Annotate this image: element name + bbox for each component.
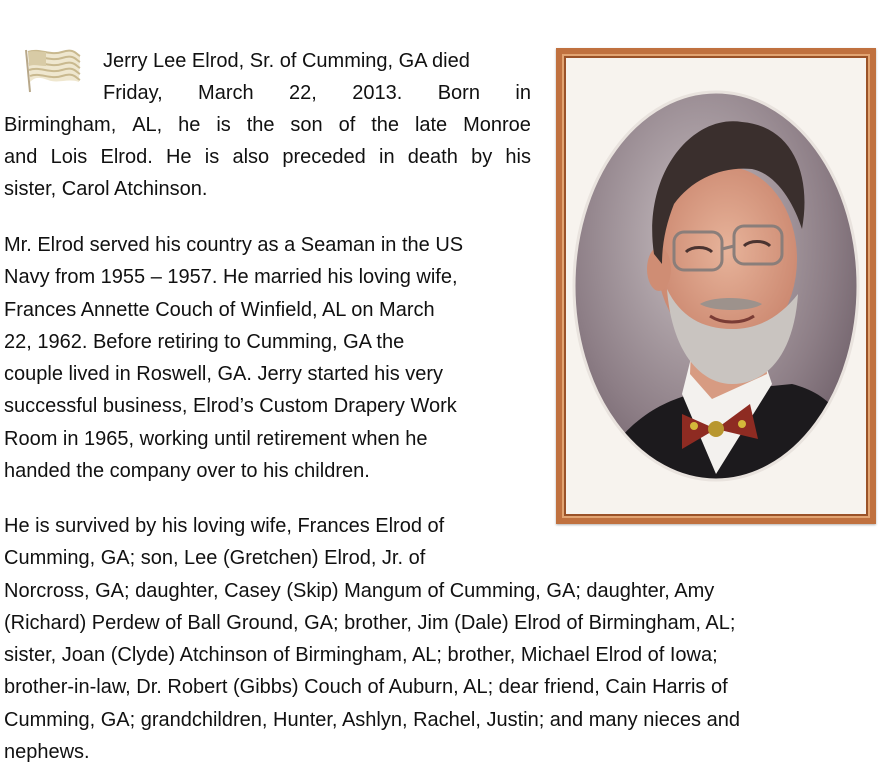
word: is [204,146,220,168]
paragraph-line: handed the company over to his children. [4,460,370,483]
word: He [165,146,192,168]
word: the [246,114,275,136]
intro-line-4 [4,141,531,173]
word: 2013. [352,82,403,104]
paragraph-line: successful business, Elrod’s Custom Drapery Work [4,395,457,418]
word: Born [437,82,480,104]
portrait-photo [562,54,870,518]
american-flag-icon [22,48,82,94]
word: death [407,146,458,168]
portrait-frame [556,48,876,524]
paragraph-line: sister, Joan (Clyde) Atchinson of Birmingham, AL; brother, Michael Elrod of Iowa; [4,644,718,667]
obituary-intro-continued [4,109,531,205]
word: Elrod. [100,146,153,168]
word: in [515,82,531,104]
word: Birmingham, [4,114,117,136]
intro-line-1: Jerry Lee Elrod, Sr. of Cumming, GA died [103,50,470,72]
word: the [371,114,400,136]
obituary-survivors-paragraph [4,510,884,768]
paragraph-line: Mr. Elrod served his country as a Seaman in the US [4,234,464,256]
paragraph-line: Room in 1965, working until retirement when he [4,427,428,450]
paragraph-line: Navy from 1955 – 1957. He married his loving wife, [4,266,458,289]
word: Friday, [103,82,163,104]
word: he [178,114,201,136]
paragraph-line: nephews. [4,741,90,764]
word: March [198,82,254,104]
paragraph-line: brother-in-law, Dr. Robert (Gibbs) Couch of Auburn, AL; dear friend, Cain Harris of [4,676,728,699]
paragraph-line: couple lived in Roswell, GA. Jerry started his very [4,363,444,386]
word: by [471,146,493,168]
word: is [216,114,231,136]
paragraph-line: (Richard) Perdew of Ball Ground, GA; brother, Jim (Dale) Elrod of Birmingham, AL; [4,611,736,634]
paragraph-line: 22, 1962. Before retiring to Cumming, GA the [4,330,405,353]
word: late [414,114,448,136]
paragraph-line: Norcross, GA; daughter, Casey (Skip) Mangum of Cumming, GA; daughter, Amy [4,579,715,602]
word: Lois [50,146,88,168]
word: son [290,114,323,136]
word: and [4,146,38,168]
paragraph-line: Cumming, GA; son, Lee (Gretchen) Elrod, Jr. of [4,547,426,570]
word: preceded [282,146,366,168]
paragraph-line: Cumming, GA; grandchildren, Hunter, Ashlyn, Rachel, Justin; and many nieces and [4,708,740,731]
word: of [338,114,356,136]
intro-line-5: sister, Carol Atchinson. [4,178,208,200]
word: AL, [132,114,163,136]
obituary-intro [103,45,531,109]
word: his [505,146,531,168]
paragraph-line: He is survived by his loving wife, Frances Elrod of [4,515,445,537]
paragraph-line: Frances Annette Couch of Winfield, AL on March [4,298,435,321]
word: also [232,146,270,168]
intro-line-3 [4,109,531,141]
word: in [379,146,395,168]
word: 22, [289,82,317,104]
word: Monroe [463,114,531,136]
intro-line-2 [103,77,531,109]
obituary-service-paragraph [4,229,544,487]
